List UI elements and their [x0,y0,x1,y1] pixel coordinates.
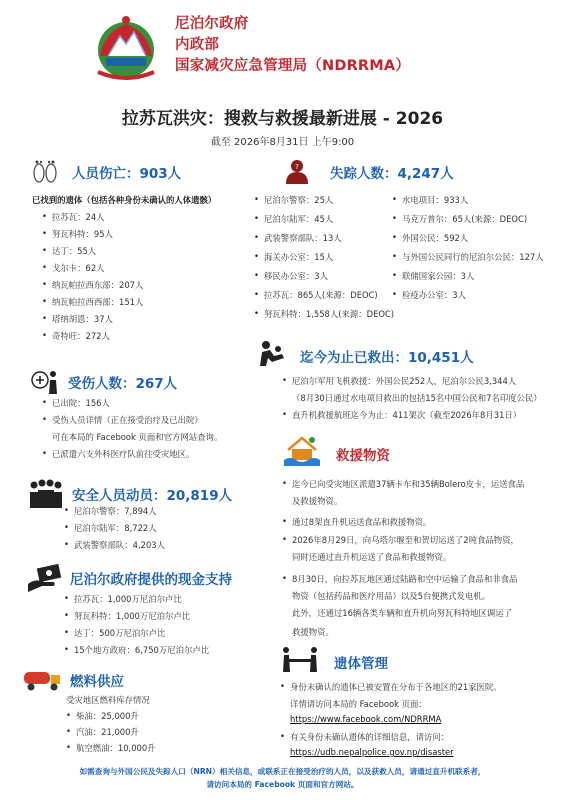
page-subtitle: 截至 2026年8月31日 上午9:00 [210,137,355,148]
fuel-item: • 柴油：25,000升 [76,710,139,722]
footer-line2: 请访问本局的 Facebook 页面和官方网站。 [206,779,359,789]
page-title: 拉苏瓦洪灾：搜救与救援最新进展 - 2026 [121,109,444,129]
deaths-item: • 奇特旺：272人 [52,330,110,342]
missing-item: • 尼泊尔警察：25人 [264,194,333,206]
fuel-heading: 燃料供应 [70,674,124,690]
deaths-heading: 人员伤亡：903人 [72,166,182,182]
footer-line1: 如需查询与外国公民及失踪人口（NRN）相关信息，或联系正在接受治疗的人员，以及获救人员，请通过直升机联系者， [79,767,486,776]
missing-item: • 检疫办公室：3人 [402,289,466,301]
injured-item: • 已派遣六支外科医疗队前往受灾地区。 [52,448,194,460]
flood-house-icon [284,434,320,466]
footer [0,766,565,791]
fuel-truck-icon [22,668,62,692]
fuel-note: 受灾地区燃料库存情况 [66,695,150,705]
fuel-item: • 汽油：21,000升 [76,726,139,738]
missing-item: • 努瓦科特：1,558人(来源：DEOC) [264,308,394,320]
missing-item: • 外国公民：592人 [402,232,468,244]
police-disaster-link[interactable]: https://udb.nepalpolice.gov.np/disaster [290,747,454,757]
fuel-item: • 航空燃油：10,000升 [76,742,156,754]
missing-item: • 移民办公室：3人 [264,270,328,282]
injured-note: 可在本局的 Facebook 页面和官方网站查询。 [52,432,223,442]
rescued-heading: 迄今为止已救出：10,451人 [300,350,474,366]
security-heading: 安全人员动员：20,819人 [72,488,233,504]
missing-person-icon [282,158,312,184]
facebook-link[interactable]: https://www.facebook.com/NDRRMA [290,714,442,724]
missing-item: • 马克万普尔：65人(来源：DEOC) [402,213,527,225]
missing-item: • 水电项目：933人 [402,194,468,206]
rescued-note: （8月30日通过水电项目救出的包括15名中国公民和7名印度公民） [292,393,542,403]
bodies-heading: 遗体管理 [334,656,388,672]
security-item: • 尼泊尔陆军：8,722人 [74,522,157,534]
supplies-item-cont: 此外，还通过16辆各类车辆和直升机向努瓦科特地区调运了 [292,608,513,618]
header-org-line3: 国家减灾应急管理局（NDRRMA） [175,58,411,74]
supplies-item: • 通过8架直升机运送食品和救援物资。 [292,516,431,528]
deaths-item: • 拉苏瓦：24人 [52,211,105,223]
supplies-item: • 迄今已向受灾地区派遣37辆卡车和35辆Bolero皮卡，运送食品 [292,478,524,490]
injured-item: • 受伤人员详情（正在接受治疗及已出院） [52,414,203,426]
header-org-line2: 内政部 [175,37,220,53]
cash-item: • 拉苏瓦：1,000万尼泊尔卢比 [74,593,182,605]
supplies-item-cont: 物资（包括药品和医疗用品）以及5台便携式发电机。 [292,591,490,601]
stretcher-icon [280,646,320,672]
deaths-item: • 努瓦科特：95人 [52,228,113,240]
missing-item: • 与外国公民同行的尼泊尔公民：127人 [402,251,544,263]
cash-item: • 15个地方政府：6,750万尼泊尔卢比 [74,644,209,656]
svg-text:?: ? [295,163,299,171]
injured-heading: 受伤人数：267人 [68,376,178,392]
cash-item: • 努瓦科特：1,000万尼泊尔卢比 [74,610,190,622]
injured-item: • 已出院：156人 [52,397,110,409]
rescued-item: • 尼泊尔军用飞机救援：外国公民252人，尼泊尔公民3,344人 [292,375,516,387]
supplies-item-cont: 同时还通过直升机运送了食品和救援物资。 [292,552,452,562]
cash-icon [28,564,62,592]
deaths-item: • 达丁：55人 [52,245,96,257]
security-personnel-icon [28,478,64,508]
deaths-item: • 纳瓦帕拉西西部：151人 [52,296,143,308]
injured-person-icon [30,368,60,394]
deaths-note: 已找到的遗体（包括各种身份未确认的人体遗骸） [32,195,217,205]
missing-item: • 武装警察部队：13人 [264,232,342,244]
supplies-item-cont: 及救援物资。 [292,496,343,506]
cash-heading: 尼泊尔政府提供的现金支持 [70,572,232,588]
missing-item: • 联储国家公园：3人 [402,270,474,282]
cash-item: • 达丁：500万尼泊尔卢比 [74,627,165,639]
bodies-item: • 身份未确认的遗体已被安置在分布于各地区的21家医院。 [290,681,502,693]
supplies-item: • 8月30日，向拉苏瓦地区通过陆路和空中运输了食品和非食品 [292,573,517,585]
missing-heading: 失踪人数：4,247人 [330,166,454,182]
security-item: • 武装警察部队：4,203人 [74,539,165,551]
header [0,0,565,92]
security-item: • 尼泊尔警察：7,894人 [74,505,157,517]
bodies-item-cont: 详情请访问本局的 Facebook 页面： [290,699,427,709]
deaths-item: • 纳瓦帕拉西东部：207人 [52,279,143,291]
supplies-item: • 2026年8月29日，向乌塔尔堰至和贺切运送了2吨食品物资， [292,534,519,546]
deaths-item: • 塔纳胡恩：37人 [52,313,113,325]
missing-item: • 尼泊尔陆军：45人 [264,213,333,225]
missing-item: • 海关办公室：15人 [264,251,333,263]
rescue-icon [256,340,286,366]
deaths-item: • 戈尔卡：62人 [52,262,105,274]
emblem-icon [90,12,162,84]
bodies-item: • 有关身份未确认遗体的详细信息，请访问： [290,731,449,743]
footprints-icon [30,158,60,184]
supplies-heading: 救援物资 [336,448,390,464]
missing-item: • 拉苏瓦：865人(来源：DEOC) [264,289,378,301]
rescued-item: • 直升机救援航班迄今为止：411架次（截至2026年8月31日） [292,409,521,421]
header-org-line1: 尼泊尔政府 [175,16,249,32]
supplies-item-cont: 救援物资。 [292,627,334,637]
